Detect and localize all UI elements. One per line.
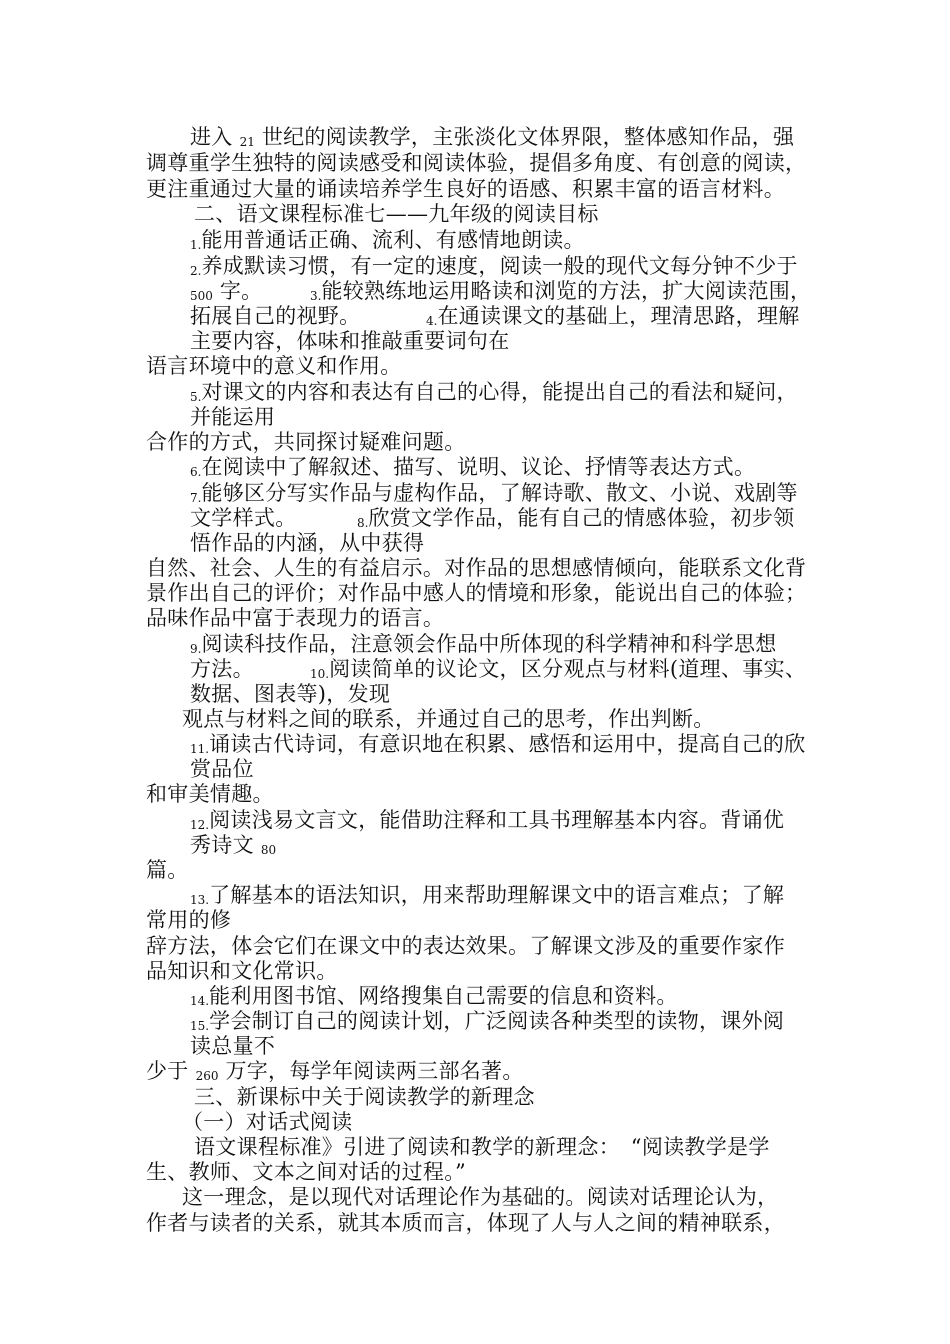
- text-line: 悟作品的内涵，从中获得: [190, 531, 425, 555]
- list-item: 3.能较熟练地运用略读和浏览的方法，扩大阅读范围，: [310, 279, 812, 303]
- text-line: 并能运用: [190, 405, 276, 429]
- text-line: 少于 260 万字，每学年阅读两三部名著。: [146, 1059, 524, 1083]
- text-line: 篇。: [146, 858, 189, 882]
- list-item: 11.诵读古代诗词，有意识地在积累、感悟和运用中，提高自己的欣: [190, 732, 806, 756]
- list-item: 13.了解基本的语法知识，用来帮助理解课文中的语言难点；了解: [190, 883, 785, 907]
- text-line: 赏品位: [190, 757, 254, 781]
- text-line: 主要内容，体味和推敲重要词句在: [190, 329, 510, 353]
- list-item: 14.能利用图书馆、网络搜集自己需要的信息和资料。: [190, 984, 678, 1008]
- list-item: 15.学会制订自己的阅读计划，广泛阅读各种类型的读物，课外阅: [190, 1009, 785, 1033]
- list-item: 6.在阅读中了解叙述、描写、说明、议论、抒情等表达方式。: [190, 455, 756, 479]
- text-line: 生、教师、文本之间对话的过程。”: [146, 1160, 467, 1184]
- list-item: 1.能用普通话正确、流利、有感情地朗读。: [190, 228, 585, 252]
- list-item: 2.养成默读习惯，有一定的速度，阅读一般的现代文每分钟不少于: [190, 254, 798, 278]
- list-item: 12.阅读浅易文言文，能借助注释和工具书理解基本内容。背诵优: [190, 808, 785, 832]
- text-line: 景作出自己的评价；对作品中感人的情境和形象，能说出自己的体验；: [146, 581, 807, 605]
- list-item: 5.对课文的内容和表达有自己的心得，能提出自己的看法和疑问，: [190, 380, 798, 404]
- text-line: 和审美情趣。: [146, 782, 274, 806]
- text-line: 更注重通过大量的诵读培养学生良好的语感、积累丰富的语言材料。: [146, 177, 785, 201]
- list-item: 10.阅读简单的议论文，区分观点与材料(道理、事实、: [310, 657, 807, 681]
- list-item: 4.在通读课文的基础上，理清思路，理解: [426, 304, 800, 328]
- text-line: 常用的修: [146, 908, 232, 932]
- text-line: 500 字。: [190, 279, 263, 303]
- text-line: 自然、社会、人生的有益启示。对作品的思想感情倾向，能联系文化背: [146, 556, 807, 580]
- text-line: 拓展自己的视野。: [190, 304, 361, 328]
- list-item: 7.能够区分写实作品与虚构作品，了解诗歌、散文、小说、戏剧等: [190, 481, 798, 505]
- text-line: 方法。: [190, 657, 254, 681]
- text-line: 观点与材料之间的联系，并通过自己的思考，作出判断。: [182, 707, 715, 731]
- section-heading: 二、语文课程标准七——九年级的阅读目标: [194, 202, 599, 226]
- text-line: 辞方法，体会它们在课文中的表达效果。了解课文涉及的重要作家作: [146, 934, 785, 958]
- subsection-heading: （一）对话式阅读: [182, 1110, 353, 1134]
- text-line: 这一理念，是以现代对话理论作为基础的。阅读对话理论认为，: [182, 1185, 779, 1209]
- text-line: 作者与读者的关系，就其本质而言，体现了人与人之间的精神联系，: [146, 1211, 785, 1235]
- text-line: 语言环境中的意义和作用。: [146, 354, 402, 378]
- text-line: 调尊重学生独特的阅读感受和阅读体验，提倡多角度、有创意的阅读，: [146, 151, 807, 175]
- text-line: 语文课程标准》引进了阅读和教学的新理念： “阅读教学是学: [194, 1135, 770, 1159]
- text-line: 合作的方式，共同探讨疑难问题。: [146, 430, 466, 454]
- section-heading: 三、新课标中关于阅读教学的新理念: [194, 1085, 535, 1109]
- list-item: 8.欣赏文学作品，能有自己的情感体验，初步领: [357, 506, 795, 530]
- text-line: 品味作品中富于表现力的语言。: [146, 606, 445, 630]
- text-line: 文学样式。: [190, 506, 297, 530]
- text-line: 秀诗文 80: [190, 833, 277, 857]
- text-line: 品知识和文化常识。: [146, 959, 338, 983]
- text-line: 数据、图表等)，发现: [190, 682, 391, 706]
- text-line: 读总量不: [190, 1034, 276, 1058]
- list-item: 9.阅读科技作品，注意领会作品中所体现的科学精神和科学思想: [190, 632, 777, 656]
- text-line: 进入 21 世纪的阅读教学，主张淡化文体界限，整体感知作品，强: [190, 125, 795, 149]
